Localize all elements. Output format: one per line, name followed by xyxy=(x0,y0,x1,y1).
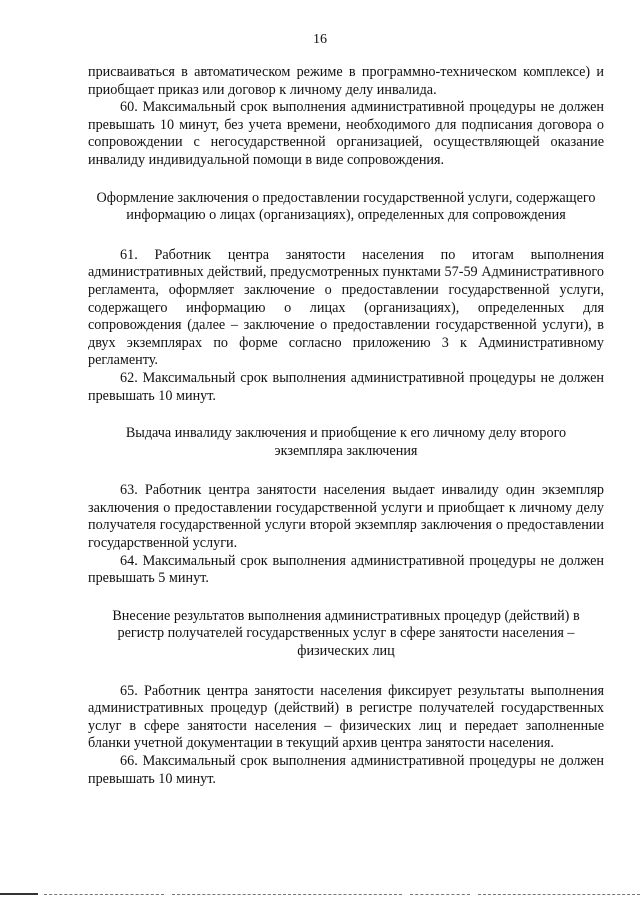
spacer xyxy=(88,170,604,190)
section-heading-conclusion: Оформление заключения о предоставлении государственной услуги, содержащего информацию о лицах (организациях), определенных для сопровождения xyxy=(96,189,596,224)
spacer xyxy=(88,405,604,425)
footer-scan-rule xyxy=(0,893,640,897)
spacer xyxy=(88,225,604,247)
paragraph-continuation: присваиваться в автоматическом режиме в программно-техническом комплексе) и приобщает приказ или договор к личному делу инвалида. xyxy=(88,64,604,98)
paragraph-66: 66. Максимальный срок выполнения административной процедуры не должен превышать 10 минут. xyxy=(88,753,604,787)
paragraph-62: 62. Максимальный срок выполнения административной процедуры не должен превышать 10 минут. xyxy=(88,369,604,404)
spacer xyxy=(88,460,604,482)
section-heading-registry: Внесение результатов выполнения административных процедур (действий) в регистр получателей государственных услуг в сфере занятости населения – физических лиц xyxy=(112,607,580,660)
page-number: 16 xyxy=(313,32,327,47)
paragraph-64: 64. Максимальный срок выполнения административной процедуры не должен превышать 5 минут. xyxy=(88,552,604,587)
spacer xyxy=(88,661,604,683)
section-heading-issuance: Выдача инвалиду заключения и приобщение к его личному делу второго экземпляра заключения xyxy=(125,425,567,459)
paragraph-61: 61. Работник центра занятости населения по итогам выполнения административных действий, предусмотренных пунктами 57-59 Административного регламента, оформляет заключение о предоставлении государственной услуги, содержащего информацию о лицах (организациях), определенных для сопровождения (далее – заключение о предоставлении государственной услуги), в двух экземплярах по форме согласно приложению 3 к Административному регламенту. xyxy=(88,246,604,369)
paragraph-63: 63. Работник центра занятости населения выдает инвалиду один экземпляр заключения о предоставлении государственной услуги и приобщает к личному делу получателя государственной услуги второй экземпляр заключения о предоставлении государственной услуги. xyxy=(88,482,604,552)
spacer xyxy=(88,588,604,608)
paragraph-65: 65. Работник центра занятости населения фиксирует результаты выполнения административных процедур (действий) в регистре получателей государственных услуг в сфере занятости населения – физических лиц и передает заполненные бланки учетной документации в текущий архив центра занятости населения. xyxy=(88,682,604,752)
document-body xyxy=(88,64,604,788)
paragraph-60: 60. Максимальный срок выполнения административной процедуры не должен превышать 10 минут, без учета времени, необходимого для подписания договора о сопровождении с негосударственной организацией, осуществляющей оказание инвалиду индивидуальной помощи в виде сопровождения. xyxy=(88,99,604,168)
